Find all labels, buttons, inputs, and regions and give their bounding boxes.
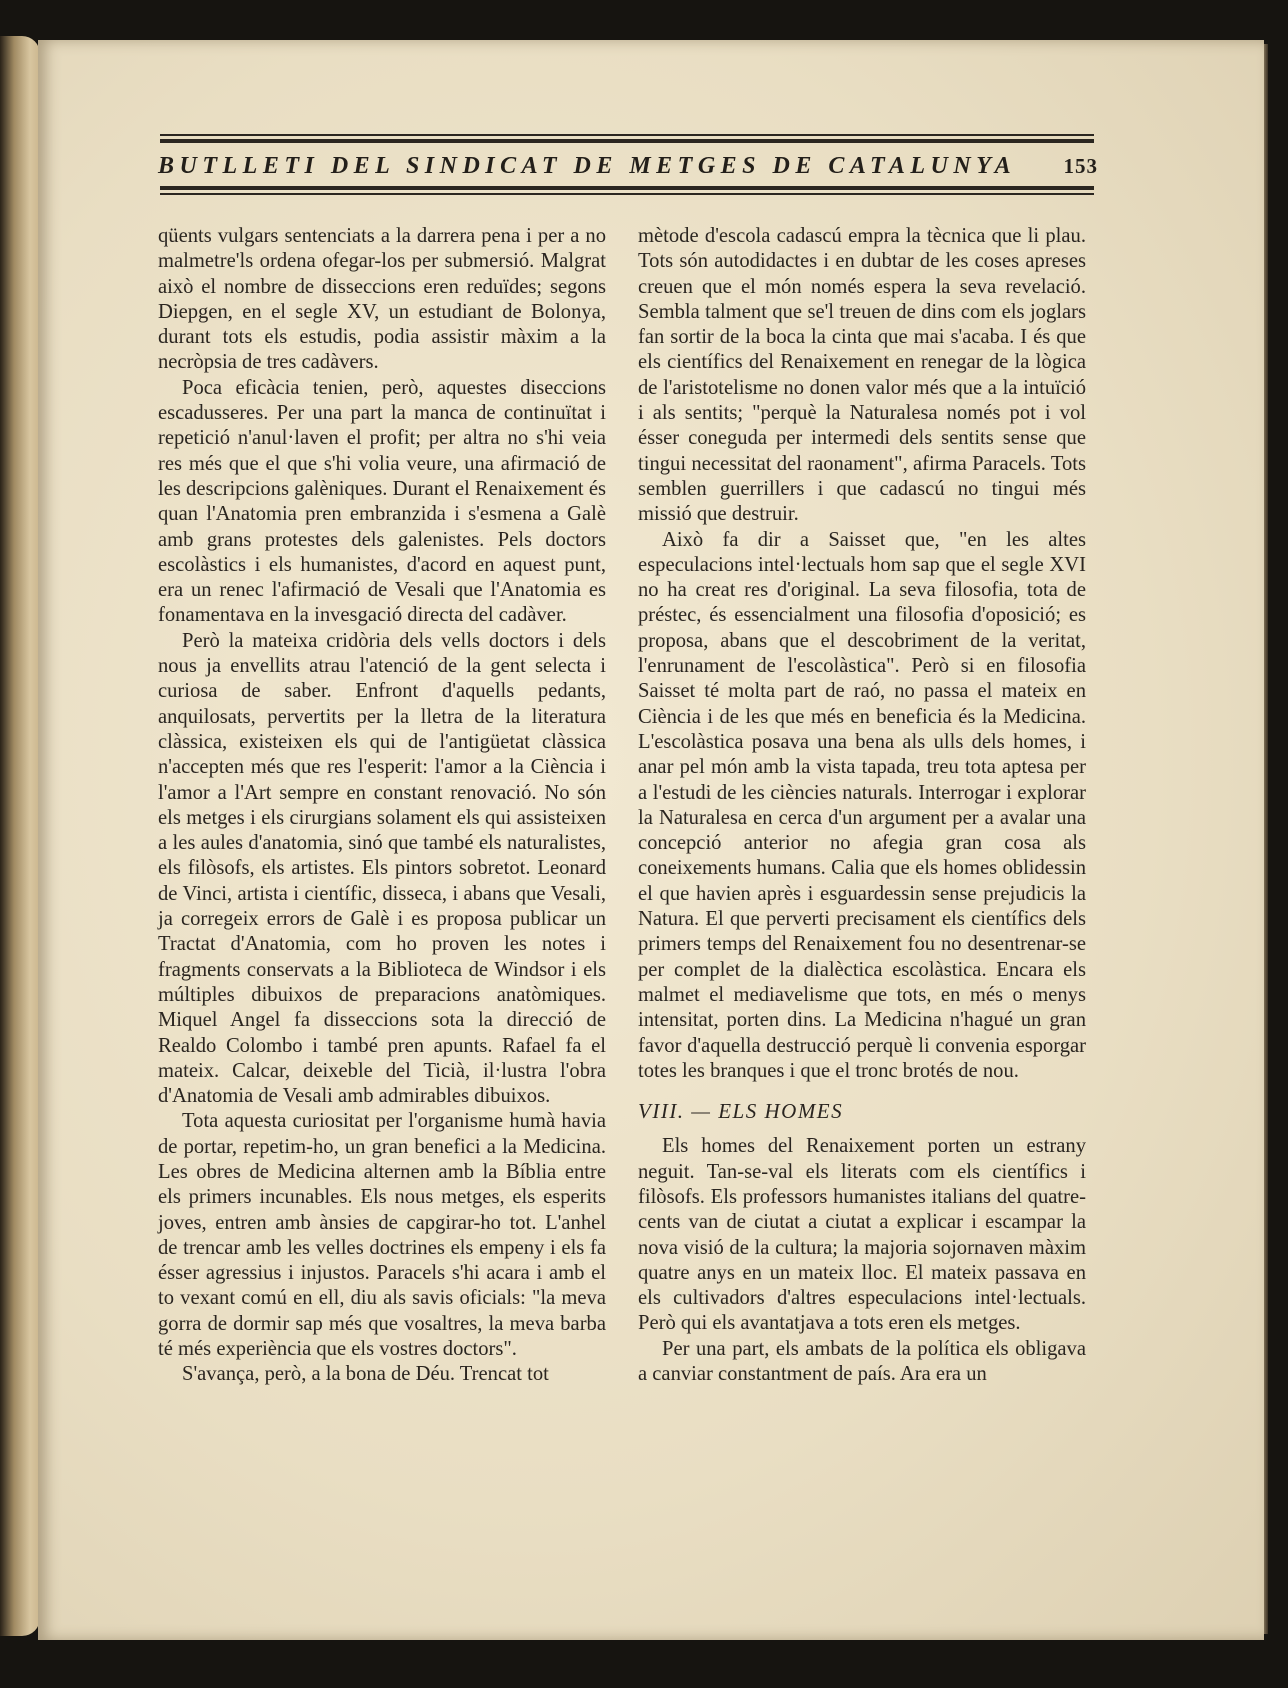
paragraph: Però la mateixa cridòria dels vells doctors i dels nous ja envellits atrau l'atenció de la gent selecta i curiosa de saber. Enfront d'aquells pedants, anquilosats, pervertits per la lletra de la literatura clàssica, existeixen els qui de l'antigüetat clàssica n'accepten més que res l'esperit: l'amor a la Ciència i l'amor a l'Art sempre en constant renovació. No són els metges i els cirurgians solament els qui assisteixen a les aules d'anatomia, sinó que també els naturalistes, els filòsofs, els artistes. Els pintors sobretot. Leonard de Vinci, artista i científic, disseca, i abans que Vesali, ja corregeix errors de Galè i es proposa publicar un Tractat d'Anatomia, com ho proven les notes i fragments conservats a la Biblioteca de Windsor i els múltiples dibuixos de preparacions anatòmiques. Miquel Angel fa disseccions sota la direcció de Realdo Colombo i també pren apunts. Rafael fa el mateix. Calcar, deixeble del Ticià, il·lustra l'obra d'Anatomia de Vesali amb admirables dibuixos. <box>158 629 606 1108</box>
header-rule-bottom-thick <box>160 186 1094 190</box>
paragraph: Això fa dir a Saisset que, "en les altes especulacions intel·lectuals hom sap que el segle XVI no ha creat res d'original. La seva filosofia, tota de préstec, és essencialment una filosofia d'oposició; es proposa, abans que el descobriment de la veritat, l'enrunament de l'escolàstica". Però si en filosofia Saisset té molta part de raó, no passa el mateix en Ciència i de les que més en beneficia és la Medicina. L'escolàstica posava una bena als ulls dels homes, i anar pel món amb la vista tapada, treu tota aptesa per a l'estudi de les ciències naturals. Interrogar i explorar la Naturalesa en cerca d'un argument per a avalar una concepció anterior no afegia gran cosa als coneixements humans. Calia que els homes oblidessin el que havien après i esguardessin sense prejudicis la Natura. El que perverti precisament els científics dels primers temps del Renaixement fou no desentrenar-se per complet de la dialèctica escolàstica. Encara els malmet el mediavelisme que tots, en més o menys intensitat, porten dins. La Medicina n'hagué un gran favor d'aquella destrucció perquè li convenia esporgar totes les branques i que el tronc brotés de nou. <box>638 528 1086 1082</box>
running-header <box>158 148 1098 184</box>
right-column <box>638 224 1086 1387</box>
paragraph: Poca eficàcia tenien, però, aquestes diseccions escadusseres. Per una part la manca de continuïtat i repetició n'anul·laven el profit; per altra no s'hi veia res més que el que s'hi volia veure, una afirmació de les descripcions galèniques. Durant el Renaixement és quan l'Anatomia pren embranzida i s'esmena a Galè amb grans protestes dels galenistes. Pels doctors escolàstics i els humanistes, d'acord en aquest punt, era un renec l'afirmació de Vesali que l'Anatomia es fonamentava en la invesgació directa del cadàver. <box>158 376 606 627</box>
section-heading: VIII. — ELS HOMES <box>638 1099 844 1124</box>
journal-title: BUTLLETI DEL SINDICAT DE METGES DE CATALUNYA <box>158 152 1017 179</box>
header-rule-bottom <box>160 193 1094 195</box>
paragraph: S'avança, però, a la bona de Déu. Trencat tot <box>182 1363 549 1386</box>
paragraph: Tota aquesta curiositat per l'organisme humà havia de portar, repetim-ho, un gran benefici a la Medicina. Les obres de Medicina alternen amb la Bíblia entre els primers incunables. Els nous metges, els esperits joves, entren amb ànsies de capgirar-ho tot. L'anhel de trencar amb les velles doctrines els empeny i els fa ésser agressius i injustos. Paracels s'hi acara i amb el to vexant comú en ell, diu als savis oficials: "la meva gorra de dormir sap més que vosaltres, la meva barba té més experiència que els vostres doctors". <box>158 1110 606 1361</box>
book-spine-shadow <box>0 36 40 1636</box>
left-column <box>158 224 606 1388</box>
paragraph: mètode d'escola cadascú empra la tècnica que li plau. Tots són autodidactes i en dubtar de les coses apreses creuen que el món només espera la seva revelació. Sembla talment que se'l treuen de dins com els joglars fan sortir de la boca la cinta que mai s'acaba. I és que els científics del Renaixement en renegar de la lògica de l'aristotelisme no donen valor més que a la intuïció i als sentits; "perquè la Naturalesa només pot i vol ésser coneguda per intermedi dels sentits sense que tingui necessitat del raonament", afirma Paracels. Tots semblen guerrillers i que cadascú no tingui més missió que destruir. <box>638 225 1086 526</box>
paragraph: Els homes del Renaixement porten un estrany neguit. Tan-se-val els literats com els científics i filòsofs. Els professors humanistes italians del quatre-cents van de ciutat a ciutat a explicar i escampar la nova visió de la cultura; la majoria sojornaven màxim quatre anys en un mateix lloc. El mateix passava en els cultivadors d'altres especulacions intel·lectuals. Però qui els avantatjava a tots eren els metges. <box>638 1135 1086 1335</box>
page-number: 153 <box>1063 153 1098 178</box>
paragraph: Per una part, els ambats de la política els obligava a canviar constantment de país. Ara era un <box>638 1337 1086 1386</box>
header-rule-top <box>160 134 1094 136</box>
header-rule-top-thick <box>160 139 1094 143</box>
paragraph: qüents vulgars sentenciats a la darrera pena i per a no malmetre'ls ordena ofegar-los per submersió. Malgrat això el nombre de disseccions eren reduïdes; segons Diepgen, en el segle XV, un estudiant de Bolonya, durant tots els estudis, podia assistir màxim a la necròpsia de tres cadàvers. <box>158 225 606 374</box>
